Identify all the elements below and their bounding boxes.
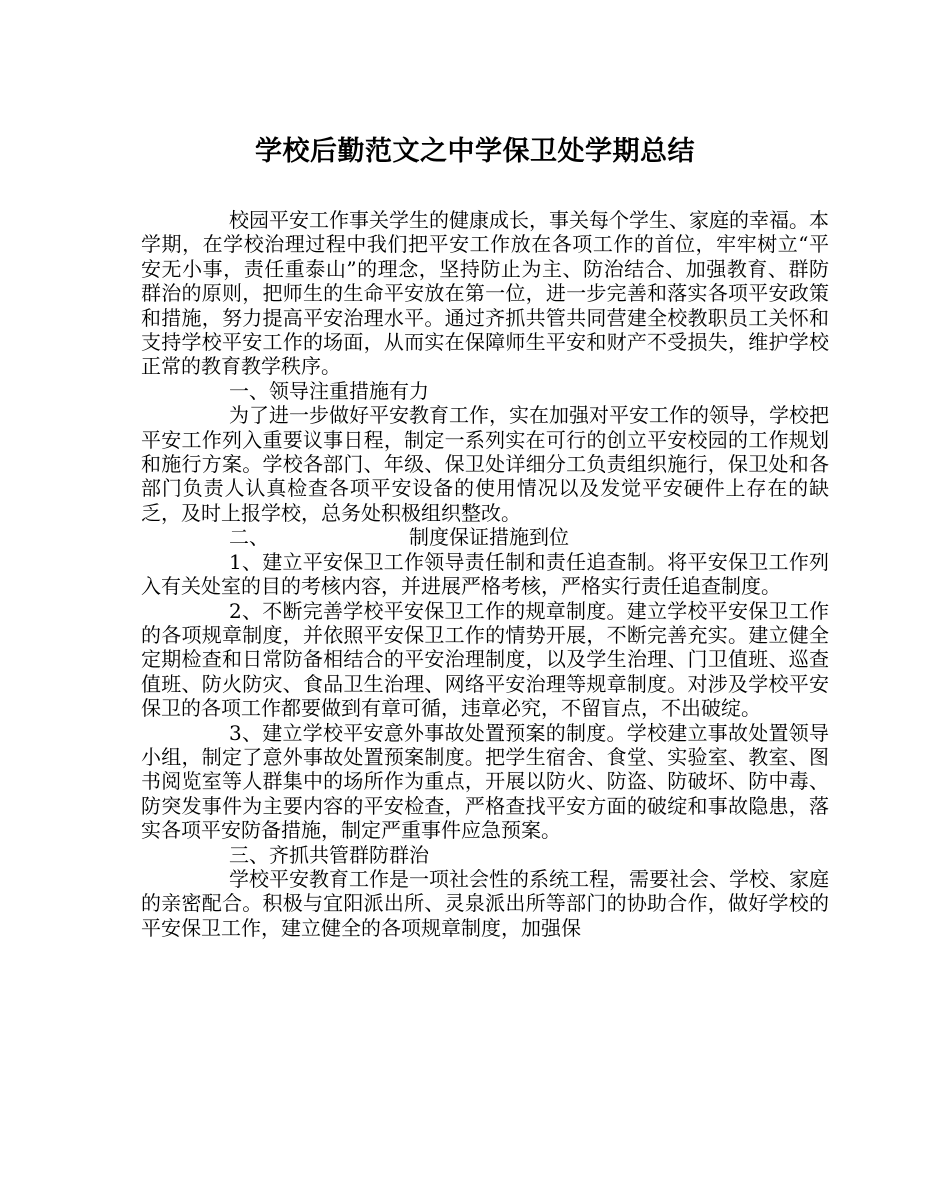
section-heading-1: 一、领导注重措施有力 — [229, 378, 429, 403]
paragraph-item-3: 3、建立学校平安意外事故处置预案的制度。学校建立事故处置领导小组，制定了意外事故处置预案制度。把学生宿舍、食堂、实验室、教室、图书阅览室等人群集中的场所作为重点，开展以防火、防盗、防破坏、防中毒、防突发事件为主要内容的平安检查，严格查找平安方面的破绽和事故隐患，落实各项平安防备措施，制定严重事件应急预案。 — [141, 720, 829, 843]
document-title: 学校后勤范文之中学保卫处学期总结 — [255, 136, 695, 167]
paragraph-intro: 校园平安工作事关学生的健康成长，事关每个学生、家庭的幸福。本学期，在学校治理过程中我们把平安工作放在各项工作的首位，牢牢树立“平安无小事，责任重泰山”的理念，坚持防止为主、防治结合、加强教育、群防群治的原则，把师生的生命平安放在第一位，进一步完善和落实各项平安政策和措施，努力提高平安治理水平。通过齐抓共管共同营建全校教职员工关怀和支持学校平安工作的场面，从而实在保障师生平安和财产不受损失，维护学校正常的教育教学秩序。 — [141, 208, 829, 379]
section-heading-2 — [141, 525, 829, 549]
section-heading-3: 三、齐抓共管群防群治 — [229, 842, 429, 867]
paragraph-item-2: 2、不断完善学校平安保卫工作的规章制度。建立学校平安保卫工作的各项规章制度，并依照平安保卫工作的情势开展，不断完善充实。建立健全定期检查和日常防备相结合的平安治理制度，以及学生治理、门卫值班、巡查值班、防火防灾、食品卫生治理、网络平安治理等规章制度。对涉及学校平安保卫的各项工作都要做到有章可循，违章必究，不留盲点，不出破绽。 — [141, 598, 829, 721]
document-body — [141, 208, 829, 940]
paragraph-section-3: 学校平安教育工作是一项社会性的系统工程，需要社会、学校、家庭的亲密配合。积极与宜阳派出所、灵泉派出所等部门的协助合作，做好学校的平安保卫工作，建立健全的各项规章制度，加强保 — [141, 866, 829, 940]
section-heading-2-text: 制度保证措施到位 — [409, 525, 569, 550]
section-heading-2-number: 二、 — [229, 525, 269, 550]
paragraph-section-1: 为了进一步做好平安教育工作，实在加强对平安工作的领导，学校把平安工作列入重要议事日程，制定一系列实在可行的创立平安校园的工作规划和施行方案。学校各部门、年级、保卫处详细分工负责组织施行，保卫处和各部门负责人认真检查各项平安设备的使用情况以及发觉平安硬件上存在的缺乏，及时上报学校，总务处积极组织整改。 — [141, 403, 829, 525]
paragraph-item-1: 1、建立平安保卫工作领导责任制和责任追查制。将平安保卫工作列入有关处室的目的考核内容，并进展严格考核，严格实行责任追查制度。 — [141, 549, 829, 599]
